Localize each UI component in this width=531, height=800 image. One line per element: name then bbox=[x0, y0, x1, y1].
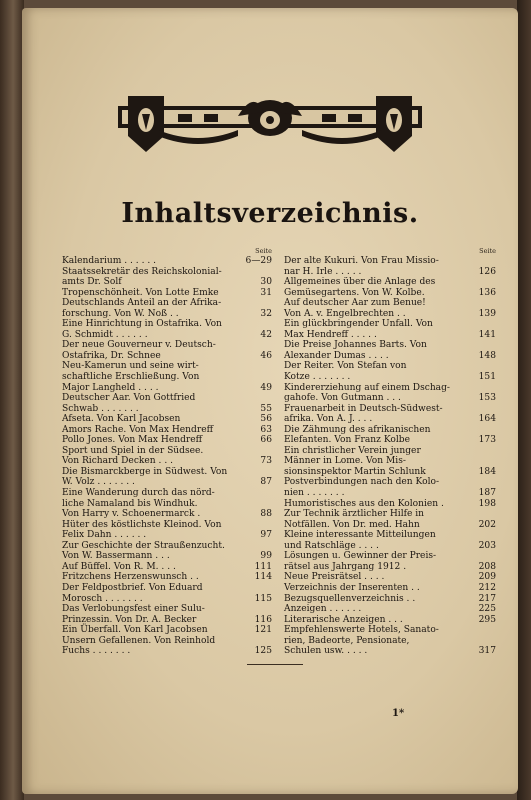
toc-entry-title: Ein christlicher Verein junger Männer in Lome. Von Mis- sionsinspektor Martin Schlunk bbox=[284, 445, 426, 477]
decorative-header-ornament-icon bbox=[118, 86, 422, 162]
toc-entry bbox=[62, 625, 272, 636]
toc-entry bbox=[284, 383, 496, 404]
toc-entry-title: Sport und Spiel in der Südsee. Von Richard Decken . . . bbox=[62, 445, 204, 467]
toc-entry-page: 212 bbox=[478, 582, 496, 593]
toc-entry-title: Das Verlobungsfest einer Sulu- Prinzessin. Von Dr. A. Becker bbox=[62, 604, 205, 625]
toc-entry-title: Verzeichnis der Inserenten . . bbox=[284, 582, 420, 593]
toc-entry-page: 116 bbox=[254, 614, 272, 625]
toc-entry-title: Eine Hinrichtung in Ostafrika. Von G. Schmidt . . . . . . bbox=[62, 319, 222, 340]
toc-entry-page: 32 bbox=[260, 308, 272, 319]
toc-entry bbox=[62, 361, 272, 393]
toc-entry bbox=[62, 636, 272, 657]
toc-entry-title: Frauenarbeit in Deutsch-Südwest- afrika. Von A. J. . . . bbox=[284, 403, 443, 425]
toc-entry-page: 99 bbox=[260, 551, 272, 562]
toc-entry-title: Kleine interessante Mitteilungen und Ratschläge . . . . bbox=[284, 530, 436, 551]
toc-entry-page: 209 bbox=[478, 572, 496, 583]
toc-entry-title: Auf Büffel. Von R. M. . . . bbox=[62, 561, 176, 572]
toc-entry-page: 30 bbox=[260, 277, 272, 288]
toc-entry bbox=[284, 446, 496, 478]
toc-entry-title: Neue Preisrätsel . . . . bbox=[284, 572, 385, 583]
toc-entry bbox=[62, 393, 272, 414]
toc-entry bbox=[284, 583, 496, 594]
toc-entry-title: Der alte Kukuri. Von Frau Missio- nar H. Irle . . . . . bbox=[284, 256, 439, 277]
toc-entry-page: 49 bbox=[260, 382, 272, 393]
toc-entry-page: 126 bbox=[478, 266, 496, 277]
toc-entry bbox=[62, 604, 272, 625]
toc-entry bbox=[62, 541, 272, 562]
toc-entry-page: 121 bbox=[254, 625, 272, 636]
toc-entry-title: Pollo Jones. Von Max Hendreff bbox=[62, 435, 203, 446]
toc-entry-title: Die Bismarckberge in Südwest. Von W. Volz . . . . . . . bbox=[62, 466, 228, 488]
toc-entry bbox=[284, 256, 496, 277]
divider-rule bbox=[247, 664, 303, 665]
toc-entry bbox=[62, 488, 272, 520]
toc-entry-page: 153 bbox=[478, 393, 496, 404]
toc-entry-page: 141 bbox=[478, 329, 496, 340]
toc-entry bbox=[62, 583, 272, 604]
toc-entry bbox=[62, 425, 272, 436]
toc-entry-page: 203 bbox=[478, 540, 496, 551]
toc-entry-title: Ein glückbringender Unfall. Von Max Hendreff . . . . . bbox=[284, 319, 433, 340]
toc-entry-title: Afseta. Von Karl Jacobsen bbox=[62, 414, 181, 425]
toc-entry-page: 87 bbox=[260, 477, 272, 488]
toc-entry-title: Der neue Gouverneur v. Deutsch- Ostafrika, Dr. Schnee bbox=[62, 340, 216, 361]
toc-entry bbox=[284, 594, 496, 605]
toc-entry bbox=[62, 435, 272, 446]
toc-entry-title: Auf deutscher Aar zum Benue! Von A. v. Engelbrechten . . bbox=[284, 298, 426, 319]
toc-entry bbox=[284, 572, 496, 583]
toc-entry-title: Neu-Kamerun und seine wirt- schaftliche Erschließung. Von Major Langheld . . . . bbox=[62, 361, 200, 393]
toc-entry-page: 187 bbox=[478, 488, 496, 499]
toc-entry-page: 63 bbox=[260, 424, 272, 435]
toc-entry bbox=[284, 340, 496, 361]
toc-entry-page: 46 bbox=[260, 350, 272, 361]
toc-entry bbox=[284, 604, 496, 615]
toc-entry-title: Deutscher Aar. Von Gottfried Schwab . . . . . . . bbox=[62, 393, 196, 414]
toc-entry-page: 208 bbox=[478, 561, 496, 572]
toc-entry-title: Der Feldpostbrief. Von Eduard Morosch . . . . . . . bbox=[62, 582, 203, 604]
toc-entry-title: Kalendarium . . . . . . bbox=[62, 256, 157, 266]
toc-entry-page: 139 bbox=[478, 308, 496, 319]
toc-entry-title: Die Preise Johannes Barts. Von Alexander Dumas . . . . bbox=[284, 340, 427, 361]
toc-entry-title: Lösungen u. Gewinner der Preis- rätsel aus Jahrgang 1912 . bbox=[284, 551, 437, 572]
toc-entry bbox=[62, 319, 272, 340]
toc-entry bbox=[62, 446, 272, 467]
toc-entry-title: Unsern Gefallenen. Von Reinhold Fuchs . . . . . . . bbox=[62, 635, 216, 657]
toc-entry-page: 225 bbox=[478, 604, 496, 615]
seite-header: Seite bbox=[255, 247, 272, 255]
toc-entry bbox=[284, 551, 496, 572]
toc-entry bbox=[62, 340, 272, 361]
toc-entry-title: Hüter des köstlichste Kleinod. Von Felix Dahn . . . . . . bbox=[62, 519, 222, 541]
seite-header: Seite bbox=[479, 247, 496, 255]
toc-entry-title: Amors Rache. Von Max Hendreff bbox=[62, 424, 214, 435]
toc-entry-page: 6—29 bbox=[245, 256, 272, 266]
toc-entry-title: Der Reiter. Von Stefan von Kotze . . . . . . . bbox=[284, 361, 407, 383]
toc-entry-title: Zur Geschichte der Straußenzucht. Von W. Bassermann . . . bbox=[62, 540, 225, 562]
toc-entry bbox=[284, 404, 496, 425]
toc-left-column bbox=[62, 246, 272, 657]
toc-entry-title: Zur Technik ärztlicher Hilfe in Notfällen. Von Dr. med. Hahn bbox=[284, 509, 425, 530]
toc-entry-page: 97 bbox=[260, 530, 272, 541]
toc-entry bbox=[62, 288, 272, 299]
book-cover-edge bbox=[517, 0, 531, 800]
toc-entry-page: 136 bbox=[478, 287, 496, 298]
toc-entry-page: 73 bbox=[260, 456, 272, 467]
toc-entry bbox=[62, 572, 272, 583]
book-spine bbox=[0, 0, 24, 800]
toc-entry-title: Ein Überfall. Von Karl Jacobsen bbox=[62, 625, 208, 636]
toc-entry bbox=[284, 509, 496, 530]
toc-entry-page: 295 bbox=[478, 614, 496, 625]
toc-entry-title: Staatssekretär des Reichskolonial- amts Dr. Solf bbox=[62, 266, 222, 288]
toc-entry-title: Tropenschönheit. Von Lotte Emke bbox=[62, 287, 219, 298]
toc-entry-title: Empfehlenswerte Hotels, Sanato- rien, Badeorte, Pensionate, Schulen usw. . . . . bbox=[284, 625, 439, 657]
toc-entry-page: 217 bbox=[478, 593, 496, 604]
toc-entry bbox=[284, 361, 496, 382]
toc-entry bbox=[284, 530, 496, 551]
toc-entry bbox=[62, 298, 272, 319]
book-page bbox=[22, 8, 518, 794]
toc-entry bbox=[62, 520, 272, 541]
toc-entry-title: Die Zähmung des afrikanischen Elefanten. Von Franz Kolbe bbox=[284, 424, 431, 446]
toc-entry-title: Postverbindungen nach den Kolo- nien . . . . . . . bbox=[284, 477, 440, 499]
toc-entry-title: Literarische Anzeigen . . . bbox=[284, 614, 403, 625]
toc-entry-title: Bezugsquellenverzeichnis . . bbox=[284, 593, 416, 604]
toc-entry-page: 148 bbox=[478, 350, 496, 361]
toc-entry bbox=[62, 256, 272, 267]
toc-entry-title: Kindererziehung auf einem Dschag- gahofe. Von Gutmann . . . bbox=[284, 382, 451, 404]
toc-entry bbox=[284, 277, 496, 298]
toc-entry-title: Deutschlands Anteil an der Afrika- forschung. Von W. Noß . . bbox=[62, 298, 222, 319]
toc-entry-page: 184 bbox=[478, 466, 496, 477]
toc-entry bbox=[284, 298, 496, 319]
toc-entry bbox=[62, 414, 272, 425]
toc-entry-page: 317 bbox=[478, 646, 496, 657]
toc-entry-page: 114 bbox=[254, 572, 272, 583]
toc-entry-title: Eine Wanderung durch das nörd- liche Namaland bis Windhuk. Von Harry v. Schoenermarck . bbox=[62, 488, 215, 520]
toc-entry-page: 198 bbox=[478, 498, 496, 509]
toc-entry-page: 111 bbox=[254, 561, 272, 572]
toc-entry bbox=[284, 425, 496, 446]
toc-entry-page: 125 bbox=[254, 646, 272, 657]
toc-entry bbox=[62, 467, 272, 488]
toc-entry-page: 202 bbox=[478, 519, 496, 530]
page-title: Inhaltsverzeichnis. bbox=[121, 198, 419, 229]
toc-entry-page: 56 bbox=[260, 414, 272, 425]
toc-entry bbox=[284, 319, 496, 340]
toc-entry bbox=[284, 615, 496, 626]
toc-entry bbox=[62, 267, 272, 288]
toc-entry-page: 164 bbox=[478, 414, 496, 425]
toc-entry-page: 173 bbox=[478, 435, 496, 446]
toc-entry-page: 31 bbox=[260, 287, 272, 298]
toc-right-column bbox=[284, 246, 496, 657]
toc-entry-title: Allgemeines über die Anlage des Gemüsegartens. Von W. Kolbe. bbox=[284, 277, 436, 298]
toc-entry-page: 66 bbox=[260, 435, 272, 446]
toc-entry-page: 151 bbox=[478, 372, 496, 383]
toc-entry bbox=[62, 562, 272, 573]
toc-entry-title: Anzeigen . . . . . . bbox=[284, 604, 362, 615]
toc-entry bbox=[284, 477, 496, 498]
toc-entry-page: 55 bbox=[260, 403, 272, 414]
toc-entry-title: Fritzchens Herzenswunsch . . bbox=[62, 572, 199, 583]
toc-entry-title: Humoristisches aus den Kolonien . bbox=[284, 498, 444, 509]
toc-entry bbox=[284, 625, 496, 657]
signature-mark: 1* bbox=[392, 708, 405, 719]
toc-entry bbox=[284, 499, 496, 510]
toc-entry-page: 42 bbox=[260, 329, 272, 340]
toc-entry-page: 115 bbox=[254, 593, 272, 604]
toc-entry-page: 88 bbox=[260, 509, 272, 520]
